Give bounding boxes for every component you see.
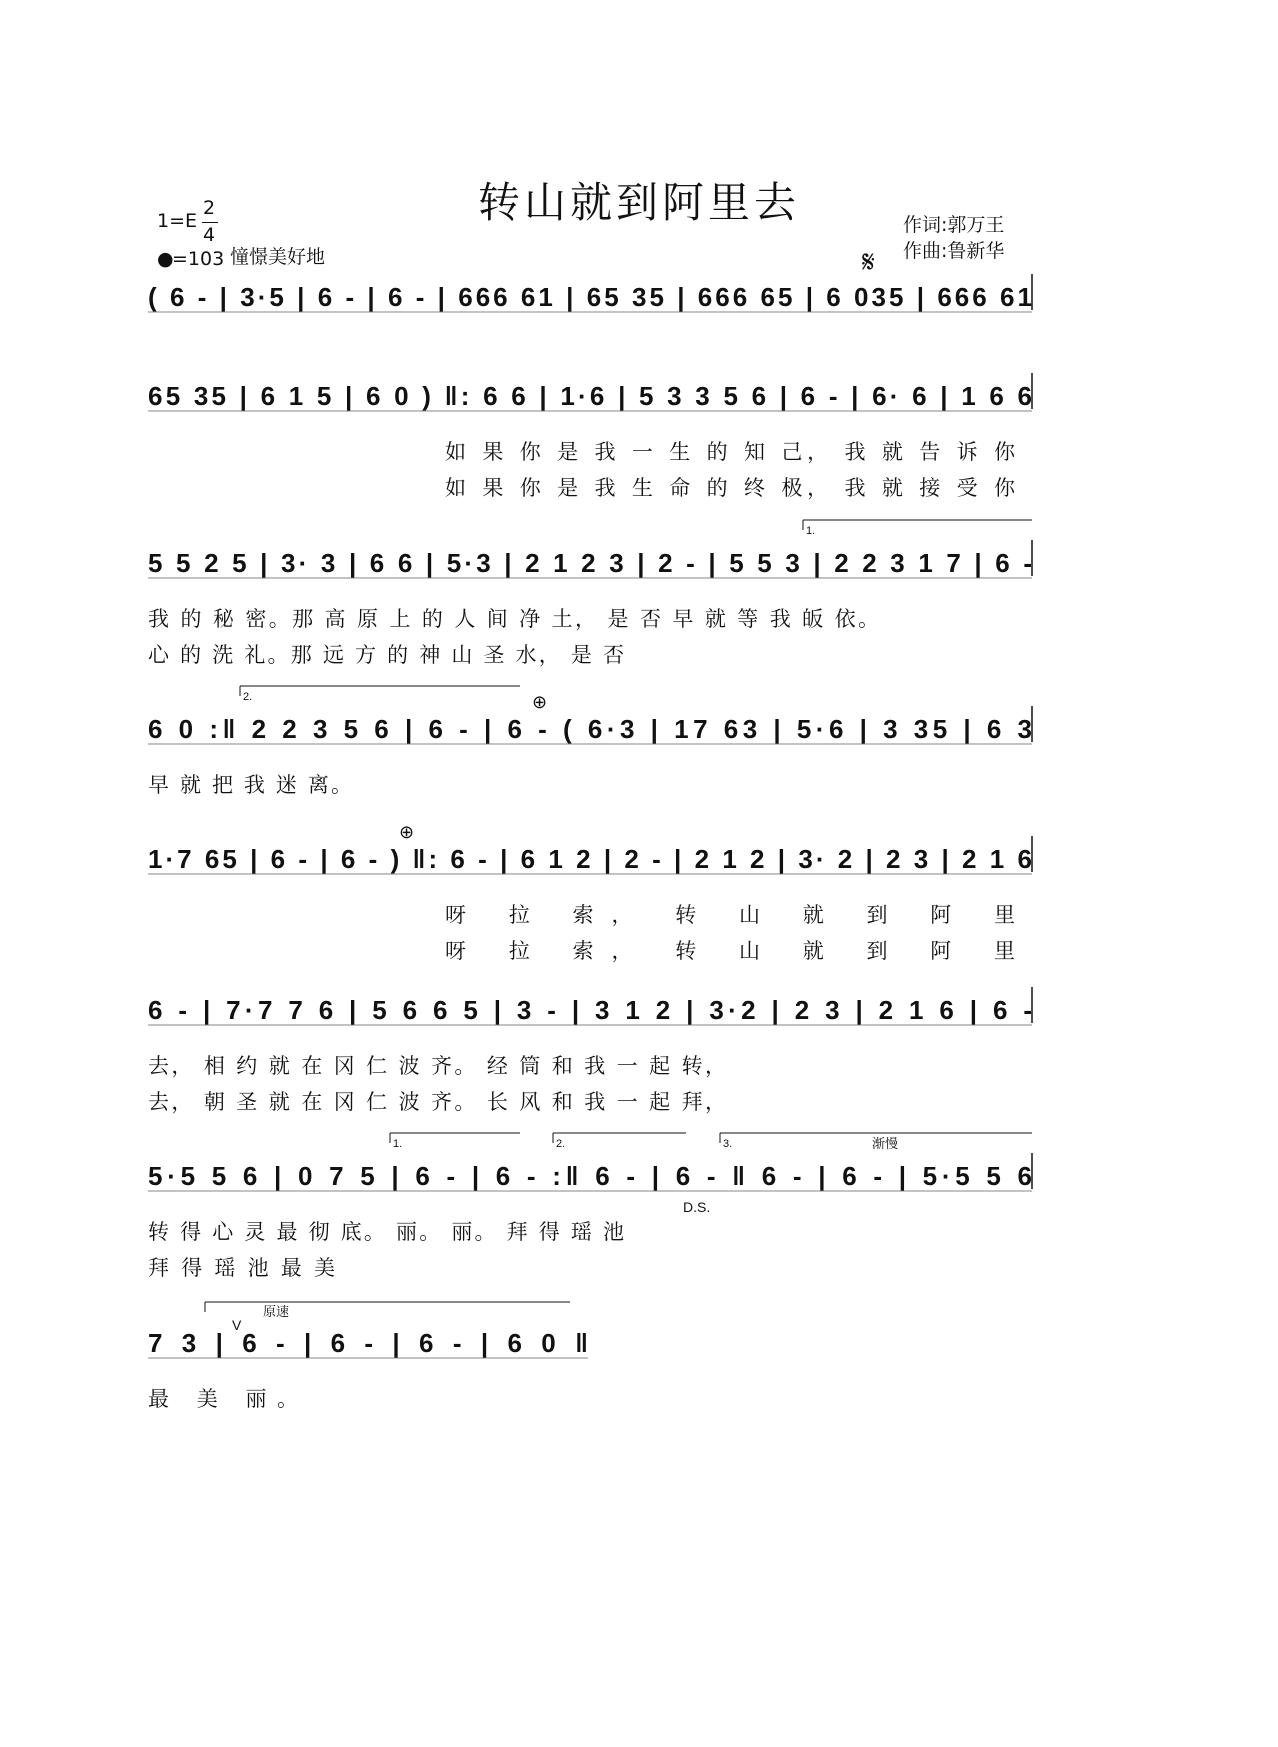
note-row-7: 5·5 5 6 | 0 7 5 | 6 - | 6 - :‖ 6 - | 6 - ‖ 6 - | 6 - | 5·5 5 6 <box>148 1161 1032 1191</box>
lyric-line-7-2: 拜 得 瑶 池 最 美 <box>148 1256 335 1280</box>
song-title: 转山就到阿里去 <box>477 178 800 227</box>
lyric-line-3-2: 心 的 洗 礼。那 远 方 的 神 山 圣 水， 是 否 <box>148 643 624 667</box>
key-signature: 1=E <box>157 210 198 232</box>
time-signature-top: 2 <box>203 197 216 219</box>
volta-2-row7-label: 2. <box>556 1138 566 1150</box>
lyric-line-4-1: 早 就 把 我 迷 离。 <box>148 773 352 797</box>
note-row-2: 65 35 | 6 1 5 | 6 0 ) ‖: 6 6 | 1·6 | 5 3 3 5 6 | 6 - | 6· 6 | 1 6 6 <box>148 381 1033 411</box>
note-row-3: 5 5 2 5 | 3· 3 | 6 6 | 5·3 | 2 1 2 3 | 2 - | 5 5 3 | 2 2 3 1 7 | 6 - <box>148 548 1032 578</box>
ritardando-label: 渐慢 <box>872 1136 899 1151</box>
lyric-line-5-2: 呀 拉 索， 转 山 就 到 阿 里 <box>445 939 1016 963</box>
expression-marking: 憧憬美好地 <box>230 246 326 268</box>
volta-2-row4-label: 2. <box>243 691 253 703</box>
lyric-line-3-1: 我 的 秘 密。那 高 原 上 的 人 间 净 土， 是 否 早 就 等 我 皈 依。 <box>148 607 879 631</box>
quarter-note-icon: ● <box>157 248 174 270</box>
note-row-6: 6 - | 7·7 7 6 | 5 6 6 5 | 3 - | 3 1 2 | 3·2 | 2 3 | 2 1 6 | 6 - <box>148 995 1032 1025</box>
lyric-line-2-2: 如 果 你 是 我 生 命 的 终 极， 我 就 接 受 你 <box>445 476 1015 500</box>
time-signature-bottom: 4 <box>203 224 216 246</box>
coda-icon-1: ⊕ <box>532 692 548 712</box>
lyricist-credit: 作词:郭万王 <box>903 214 1005 236</box>
lyric-line-5-1: 呀 拉 索， 转 山 就 到 阿 里 <box>445 903 1016 927</box>
segno-icon: 𝄋 <box>862 246 875 279</box>
note-row-8: 7 3 | 6 - | 6 - | 6 - | 6 0 ‖ <box>148 1328 588 1358</box>
breath-mark: V <box>232 1317 242 1333</box>
volta-1-row3-label: 1. <box>806 525 816 537</box>
note-row-1: ( 6 - | 3·5 | 6 - | 6 - | 666 61 | 65 35 | 666 65 | 6 035 | 666 61 <box>148 282 1033 312</box>
lyric-line-8-1: 最 美 丽。 <box>148 1387 298 1411</box>
note-row-5: 1·7 65 | 6 - | 6 - ) ‖: 6 - | 6 1 2 | 2 - | 2 1 2 | 3· 2 | 2 3 | 2 1 6 <box>148 844 1033 874</box>
lyric-line-7-1: 转 得 心 灵 最 彻 底。 丽。 丽。 拜 得 瑶 池 <box>148 1220 624 1244</box>
composer-credit: 作曲:鲁新华 <box>903 240 1005 262</box>
dal-segno-label: D.S. <box>683 1199 711 1215</box>
lyric-line-6-2: 去， 朝 圣 就 在 冈 仁 波 齐。 长 风 和 我 一 起 拜， <box>148 1090 726 1114</box>
tempo-marking: =103 <box>172 248 225 270</box>
lyric-line-2-1: 如 果 你 是 我 一 生 的 知 己， 我 就 告 诉 你 <box>445 440 1015 464</box>
a-tempo-label: 原速 <box>263 1304 290 1319</box>
volta-3-row7-label: 3. <box>723 1138 733 1150</box>
note-row-4: 6 0 :‖ 2 2 3 5 6 | 6 - | 6 - ( 6·3 | 17 63 | 5·6 | 3 35 | 6 3 <box>148 714 1032 744</box>
volta-1-row7-label: 1. <box>393 1138 403 1150</box>
coda-icon-2: ⊕ <box>399 822 415 842</box>
lyric-line-6-1: 去， 相 约 就 在 冈 仁 波 齐。 经 筒 和 我 一 起 转， <box>148 1054 726 1078</box>
